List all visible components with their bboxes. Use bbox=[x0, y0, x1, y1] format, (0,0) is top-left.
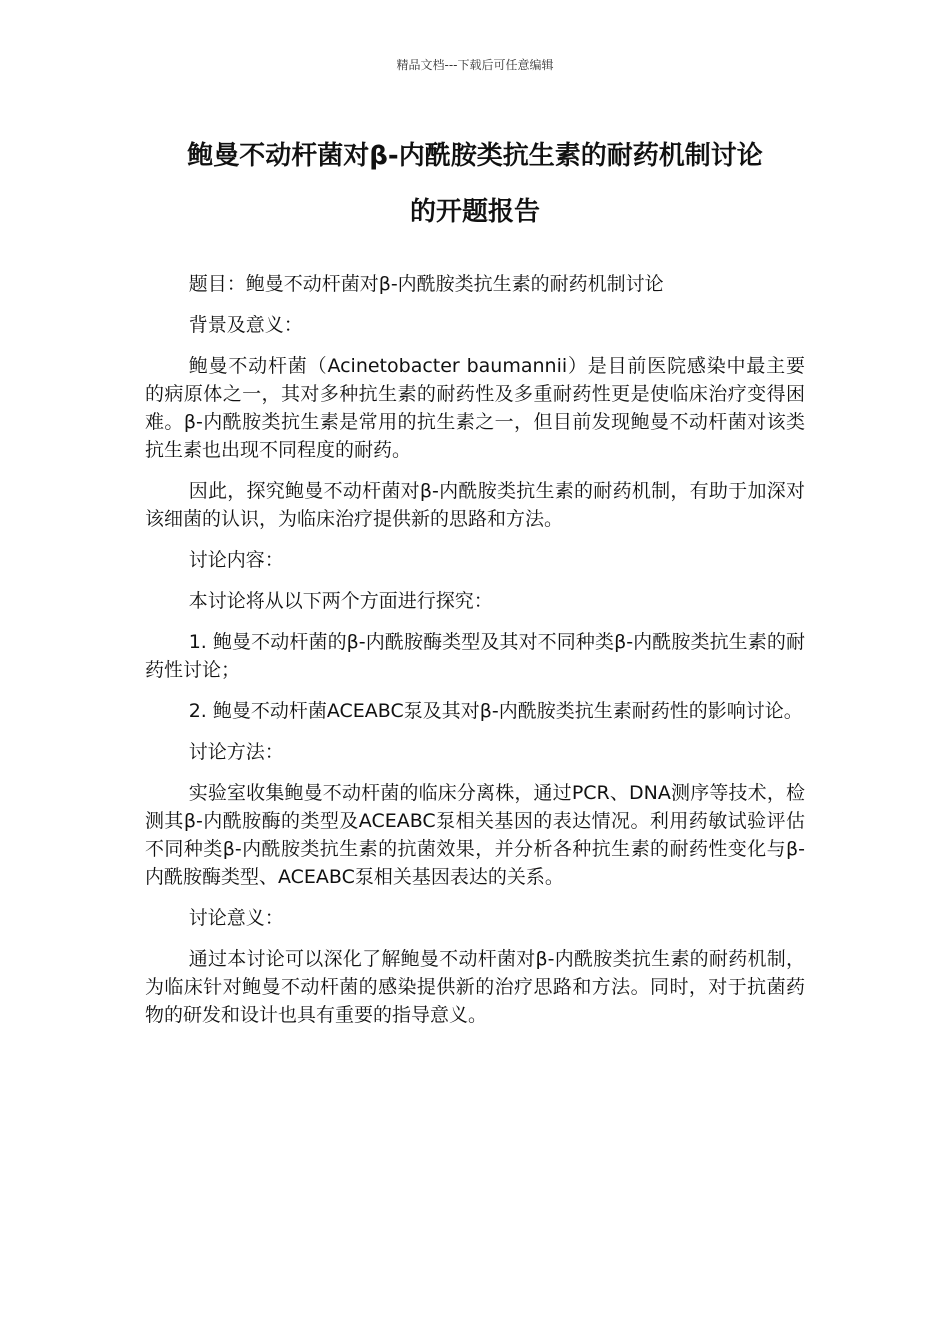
topic-line: 题目：鲍曼不动杆菌对β-内酰胺类抗生素的耐药机制讨论 bbox=[188, 273, 664, 295]
paragraph-background: 鲍曼不动杆菌（Acinetobacter baumannii）是目前医院感染中最主要的病原体之一，其对多种抗生素的耐药性及多重耐药性更是使临床治疗变得困难。β-内酰胺类抗生素是常用的抗生素之一，但目前发现鲍曼不动杆菌对该类抗生素也出现不同程度的耐药。 bbox=[145, 355, 805, 461]
section-heading-content: 讨论内容： bbox=[188, 549, 284, 571]
document-body bbox=[145, 270, 805, 1042]
page-header-note: 精品文档---下载后可任意编辑 bbox=[396, 58, 554, 72]
section-heading-methods: 讨论方法： bbox=[188, 741, 284, 763]
title-line-1: 鲍曼不动杆菌对β-内酰胺类抗生素的耐药机制讨论 bbox=[187, 141, 763, 171]
paragraph-purpose: 因此，探究鲍曼不动杆菌对β-内酰胺类抗生素的耐药机制，有助于加深对该细菌的认识，为临床治疗提供新的思路和方法。 bbox=[145, 480, 805, 530]
document-title bbox=[145, 128, 805, 240]
paragraph-content-intro: 本讨论将从以下两个方面进行探究： bbox=[188, 590, 493, 612]
list-item-1: 1. 鲍曼不动杆菌的β-内酰胺酶类型及其对不同种类β-内酰胺类抗生素的耐药性讨论； bbox=[145, 631, 805, 681]
list-item-2: 2. 鲍曼不动杆菌ACEABC泵及其对β-内酰胺类抗生素耐药性的影响讨论。 bbox=[188, 700, 803, 722]
section-heading-significance: 讨论意义： bbox=[188, 907, 284, 929]
title-line-2: 的开题报告 bbox=[409, 197, 540, 227]
paragraph-significance: 通过本讨论可以深化了解鲍曼不动杆菌对β-内酰胺类抗生素的耐药机制，为临床针对鲍曼不动杆菌的感染提供新的治疗思路和方法。同时，对于抗菌药物的研发和设计也具有重要的指导意义。 bbox=[145, 948, 805, 1026]
paragraph-methods: 实验室收集鲍曼不动杆菌的临床分离株，通过PCR、DNA测序等技术，检测其β-内酰胺酶的类型及ACEABC泵相关基因的表达情况。利用药敏试验评估不同种类β-内酰胺类抗生素的抗菌效果，并分析各种抗生素的耐药性变化与β-内酰胺酶类型、ACEABC泵相关基因表达的关系。 bbox=[145, 782, 805, 888]
section-heading-background: 背景及意义： bbox=[188, 314, 303, 336]
